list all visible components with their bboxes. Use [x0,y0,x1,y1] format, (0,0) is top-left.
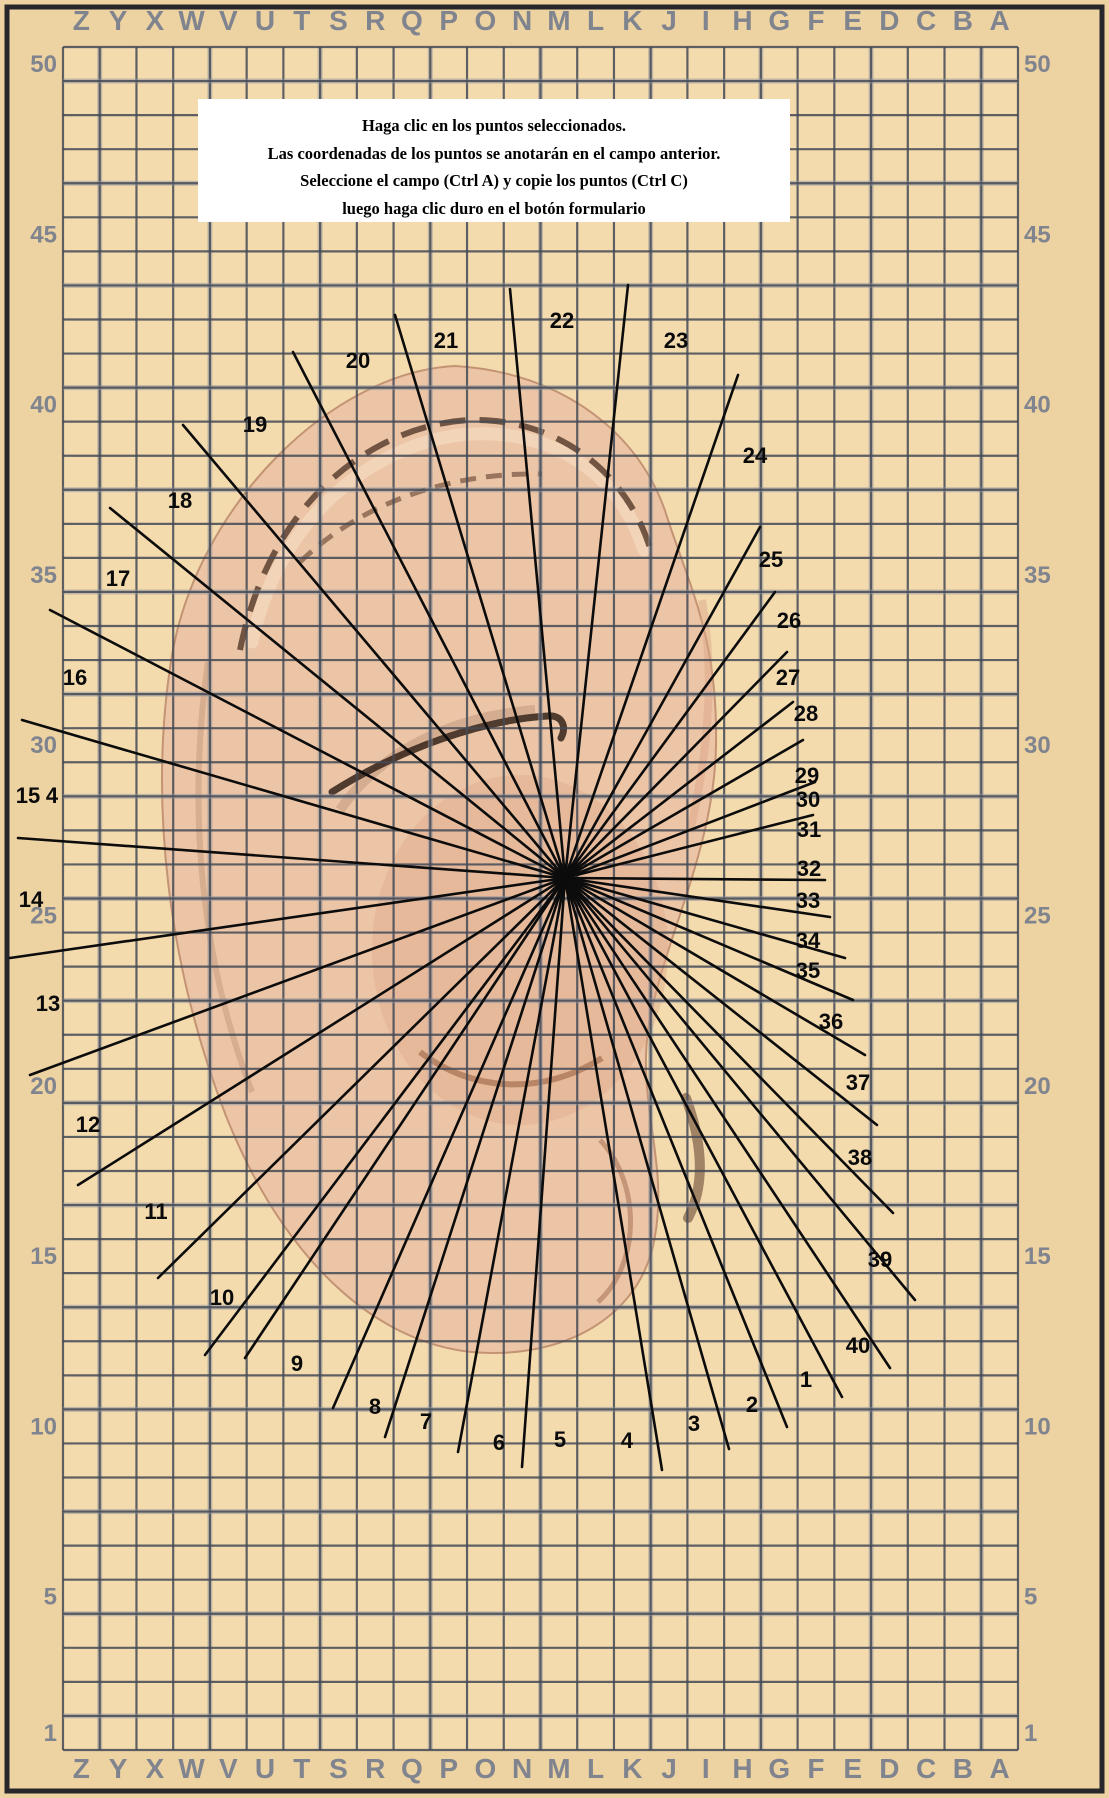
ray-label-26: 26 [776,608,802,633]
ray-label-23: 23 [663,328,689,353]
column-letter-top: N [512,5,533,36]
instruction-line: Las coordenadas de los puntos se anotarán en el campo anterior. [267,143,721,163]
column-letter-top: F [807,5,825,36]
row-number-right: 45 [1024,221,1051,249]
ray-label-7: 7 [419,1409,433,1434]
column-letter-top: G [768,5,791,36]
row-number-right: 40 [1024,391,1051,419]
ray-label-35: 35 [795,958,821,983]
column-letter-top: Y [108,5,128,36]
row-number-left: 35 [30,561,57,589]
column-letter-bottom: V [218,1753,238,1784]
row-number-left: 15 [30,1243,57,1271]
row-number-right: 30 [1024,732,1051,760]
row-number-left: 30 [30,732,57,760]
column-letter-bottom: E [843,1753,863,1784]
row-number-right: 50 [1024,51,1051,79]
ray-label-21: 21 [433,328,459,353]
ray-label-31: 31 [796,817,822,842]
column-letter-top: P [439,5,459,36]
column-letter-top: H [732,5,753,36]
column-letter-bottom: O [474,1753,497,1784]
ray-label-33: 33 [795,888,821,913]
column-letter-top: W [178,5,205,36]
ray-label-20: 20 [345,348,371,373]
column-letter-bottom: T [293,1753,311,1784]
row-number-right: 5 [1024,1583,1038,1611]
ray-label-34: 34 [795,928,821,953]
column-letter-bottom: C [916,1753,937,1784]
ray-label-36: 36 [818,1009,844,1034]
column-letter-bottom: X [145,1753,165,1784]
ray-label-32: 32 [796,856,822,881]
column-letter-bottom: K [622,1753,643,1784]
row-number-right: 10 [1024,1413,1051,1441]
column-letter-bottom: F [807,1753,825,1784]
ray-label-3: 3 [687,1411,701,1436]
row-number-left: 5 [43,1583,57,1611]
ray-label-28: 28 [793,701,819,726]
ray-label-9: 9 [290,1351,304,1376]
instruction-line: Haga clic en los puntos seleccionados. [361,116,626,135]
row-number-left: 50 [30,51,57,79]
ray-label-30: 30 [795,787,821,812]
column-letter-bottom: Q [401,1753,423,1784]
ray-label-19: 19 [242,412,268,437]
ray-label-2: 2 [745,1392,759,1417]
column-letter-top: M [547,5,571,36]
column-letter-bottom: Y [108,1753,128,1784]
column-letter-top: O [474,5,497,36]
ray-label-4: 4 [620,1428,634,1453]
column-letter-top: S [329,5,348,36]
column-letter-bottom: I [701,1753,710,1784]
column-letter-bottom: P [439,1753,459,1784]
column-letter-top: C [916,5,937,36]
ray-label-40: 40 [845,1333,871,1358]
row-number-left: 45 [30,221,57,249]
ray-label-1: 1 [799,1367,813,1392]
row-number-left: 25 [30,902,57,930]
column-letter-top: V [218,5,238,36]
row-number-right: 20 [1024,1072,1051,1100]
ray-label-18: 18 [167,488,193,513]
ray-label-5: 5 [553,1427,567,1452]
column-letter-top: D [879,5,900,36]
column-letter-bottom: U [254,1753,276,1784]
column-letter-top: U [254,5,276,36]
ray-label-10: 10 [209,1285,235,1310]
column-letter-top: L [587,5,605,36]
column-letter-top: K [622,5,643,36]
ray-label-15: 15 [15,783,41,808]
column-letter-bottom: A [989,1753,1010,1784]
ray-label-16: 16 [62,665,88,690]
row-number-right: 25 [1024,902,1051,930]
column-letter-bottom: Z [72,1753,90,1784]
column-letter-bottom: B [952,1753,974,1784]
instruction-line: Seleccione el campo (Ctrl A) y copie los puntos (Ctrl C) [300,171,688,190]
ray-label-13: 13 [35,991,61,1016]
row-number-left: 1 [43,1719,57,1747]
row-number-right: 15 [1024,1243,1051,1271]
column-letter-top: Q [401,5,423,36]
ray-label-37: 37 [845,1070,871,1095]
ray-label-11: 11 [144,1199,168,1224]
ray-label-38: 38 [847,1145,873,1170]
column-letter-top: A [989,5,1010,36]
ray-label-39: 39 [867,1247,893,1272]
column-letter-bottom: N [512,1753,533,1784]
column-letter-top: B [952,5,974,36]
column-letter-bottom: M [547,1753,571,1784]
row-number-left: 10 [30,1413,57,1441]
ray-label-17: 17 [105,566,131,591]
column-letter-bottom: D [879,1753,900,1784]
column-letter-bottom: W [178,1753,205,1784]
ray-label-14: 14 [18,887,44,912]
row-number-left: 20 [30,1072,57,1100]
column-letter-top: Z [72,5,90,36]
column-letter-bottom: R [365,1753,386,1784]
ray-label-24: 24 [742,443,768,468]
ray-label-6: 6 [492,1430,506,1455]
ray-label-12: 12 [75,1112,101,1137]
column-letter-top: I [701,5,710,36]
ray-label-27: 27 [775,665,801,690]
row-number-right: 1 [1024,1719,1038,1747]
column-letter-bottom: H [732,1753,753,1784]
instruction-box [198,99,790,222]
ray-label-22: 22 [549,308,575,333]
stray-label: 4 [45,783,59,808]
instruction-line: luego haga clic duro en el botón formulario [342,198,646,218]
column-letter-top: T [293,5,311,36]
row-number-left: 40 [30,391,57,419]
column-letter-top: R [365,5,386,36]
ray-label-29: 29 [794,763,820,788]
column-letter-bottom: L [587,1753,605,1784]
column-letter-top: X [145,5,165,36]
column-letter-bottom: J [661,1753,677,1784]
ray-label-25: 25 [758,547,784,572]
column-letter-top: J [661,5,677,36]
ray-label-8: 8 [368,1394,382,1419]
column-letter-top: E [843,5,863,36]
row-number-right: 35 [1024,561,1051,589]
column-letter-bottom: G [768,1753,791,1784]
column-letter-bottom: S [329,1753,348,1784]
